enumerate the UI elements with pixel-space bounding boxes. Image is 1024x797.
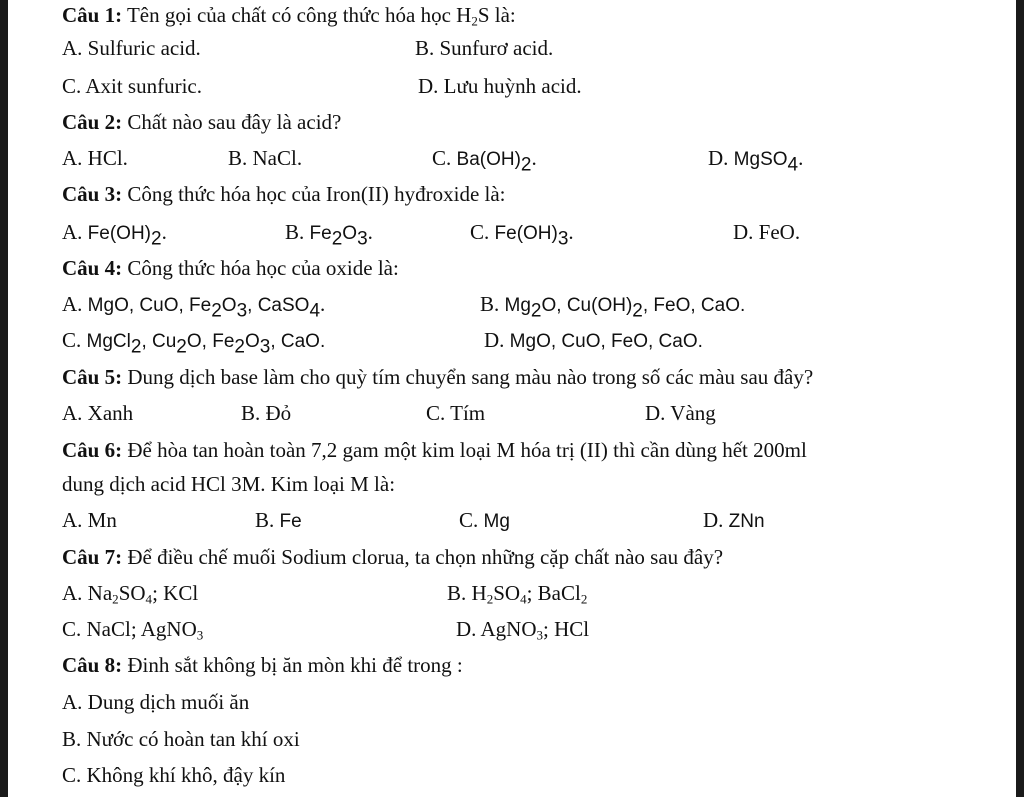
formula-end: . [531, 146, 537, 170]
question-2-label: Câu 2: [62, 110, 123, 134]
formula-part: O [221, 295, 237, 316]
formula-part: MgSO [733, 149, 788, 170]
question-8-label: Câu 8: [62, 653, 123, 677]
q4-option-c [62, 327, 326, 358]
question-5-label: Câu 5: [62, 365, 123, 389]
q3-option-d: D. FeO. [733, 220, 801, 244]
q6-option-b [255, 507, 302, 535]
formula-end: . [367, 220, 373, 244]
question-7 [62, 544, 723, 570]
question-4-text: Công thức hóa học của oxide là: [122, 256, 399, 280]
subscript: 3 [196, 627, 204, 643]
formula-part: ZNn [728, 511, 765, 532]
formula-part: H [471, 581, 487, 605]
question-8-text: Đinh sắt không bị ăn mòn khi để trong : [122, 653, 463, 677]
formula-part: Fe(OH) [87, 223, 151, 244]
formula-part: AgNO [480, 617, 537, 641]
question-1-text-b: S là: [477, 3, 516, 27]
question-6-label: Câu 6: [62, 438, 123, 462]
formula-end: . [161, 220, 167, 244]
option-letter: D. [456, 617, 481, 641]
q2-option-b: B. NaCl. [228, 146, 303, 170]
formula-part: ; BaCl [526, 581, 581, 605]
q7-option-d [456, 616, 589, 642]
formula-part: , FeO, CaO. [642, 295, 746, 316]
subscript: 2 [151, 228, 162, 250]
question-1-text-a: Tên gọi của chất có công thức hóa học H [122, 3, 472, 27]
q3-option-c [470, 219, 574, 250]
formula-part: ; HCl [543, 617, 590, 641]
formula-part: Fe [309, 223, 332, 244]
subscript: 2 [471, 13, 478, 29]
formula-end: . [798, 146, 804, 170]
q7-option-c [62, 616, 203, 642]
subscript: 2 [176, 336, 187, 358]
formula-part: MgO, CuO, Fe [87, 295, 212, 316]
formula-part: MgCl [86, 331, 131, 352]
option-letter: B. [255, 508, 280, 532]
question-5 [62, 364, 813, 390]
formula-part: ; KCl [152, 581, 199, 605]
subscript: 3 [259, 336, 271, 358]
q5-option-a: A. Xanh [62, 401, 134, 425]
formula-part: SO [118, 581, 146, 605]
formula-part: O [342, 223, 358, 244]
subscript: 4 [520, 591, 527, 607]
q5-option-d: D. Vàng [645, 401, 716, 425]
subscript: 2 [520, 154, 532, 176]
q4-option-d [484, 327, 703, 355]
formula-part: Mg [504, 295, 531, 316]
q3-option-b [285, 219, 373, 250]
option-letter: B. [285, 220, 310, 244]
formula-part: O, Cu(OH) [541, 295, 633, 316]
formula-part: Mg [483, 511, 510, 532]
option-letter: A. [62, 220, 88, 244]
question-6 [62, 437, 807, 463]
left-border [0, 0, 8, 797]
question-3-text: Công thức hóa học của Iron(II) hyđroxide là: [122, 182, 506, 206]
subscript: 4 [309, 300, 321, 322]
subscript: 4 [145, 591, 153, 607]
question-3-label: Câu 3: [62, 182, 123, 206]
question-4-label: Câu 4: [62, 256, 123, 280]
subscript: 3 [357, 228, 368, 250]
option-letter: D. [703, 508, 729, 532]
subscript: 3 [557, 228, 569, 250]
subscript: 2 [486, 591, 494, 607]
formula-part: , CaO. [270, 331, 326, 352]
formula-part: MgO, CuO, FeO, CaO. [509, 331, 703, 352]
formula-part: NaCl; AgNO [86, 617, 197, 641]
question-6-text: Để hòa tan hoàn toàn 7,2 gam một kim loại M hóa trị (II) thì cần dùng hết 200ml [122, 438, 807, 462]
formula-part: Ba(OH) [456, 149, 521, 170]
question-2 [62, 109, 341, 135]
q4-option-b [480, 291, 746, 322]
option-letter: C. [62, 328, 87, 352]
question-3 [62, 181, 506, 207]
question-8 [62, 652, 463, 678]
q1-option-d: D. Lưu huỳnh acid. [418, 74, 582, 98]
option-letter: D. [708, 146, 734, 170]
question-6-continuation: dung dịch acid HCl 3M. Kim loại M là: [62, 472, 396, 496]
q2-option-d [708, 145, 804, 176]
formula-part: Na [87, 581, 113, 605]
question-1 [62, 2, 516, 28]
option-letter: C. [432, 146, 457, 170]
subscript: 4 [787, 154, 799, 176]
option-letter: A. [62, 292, 88, 316]
q3-option-a [62, 219, 167, 250]
formula-part: Fe(OH) [494, 223, 558, 244]
subscript: 3 [536, 627, 544, 643]
q1-option-c: C. Axit sunfuric. [62, 74, 202, 98]
formula-end: . [320, 292, 326, 316]
q1-option-a: A. Sulfuric acid. [62, 36, 201, 60]
subscript: 2 [234, 336, 245, 358]
formula-part: , Cu [141, 331, 177, 352]
subscript: 2 [580, 591, 588, 607]
option-letter: D. [484, 328, 510, 352]
option-letter: A. [62, 581, 88, 605]
right-border [1016, 0, 1024, 797]
formula-end: . [568, 220, 574, 244]
option-letter: B. [447, 581, 472, 605]
q6-option-a: A. Mn [62, 508, 117, 532]
question-2-text: Chất nào sau đây là acid? [122, 110, 342, 134]
q7-option-b [447, 580, 587, 606]
q4-option-a [62, 291, 326, 322]
formula-part: SO [493, 581, 521, 605]
question-7-text: Để điều chế muối Sodium clorua, ta chọn những cặp chất nào sau đây? [122, 545, 724, 569]
q8-option-c: C. Không khí khô, đậy kín [62, 763, 286, 787]
option-letter: C. [62, 617, 87, 641]
subscript: 2 [331, 228, 343, 250]
question-5-text: Dung dịch base làm cho quỳ tím chuyển sang màu nào trong số các màu sau đây? [122, 365, 814, 389]
question-1-label: Câu 1: [62, 3, 123, 27]
formula-part: , CaSO [247, 295, 310, 316]
subscript: 2 [211, 300, 222, 322]
formula-part: Fe [279, 511, 302, 532]
q1-option-b: B. Sunfurơ acid. [415, 36, 554, 60]
q8-option-a: A. Dung dịch muối ăn [62, 690, 250, 714]
q8-option-b: B. Nước có hoàn tan khí oxi [62, 727, 300, 751]
formula-part: O [244, 331, 260, 352]
q2-option-a: A. HCl. [62, 146, 128, 170]
q6-option-c [459, 507, 510, 535]
question-4 [62, 255, 399, 281]
subscript: 2 [112, 591, 119, 607]
subscript: 3 [236, 300, 248, 322]
option-letter: B. [480, 292, 505, 316]
q5-option-b: B. Đỏ [241, 401, 292, 425]
formula-part: O, Fe [186, 331, 235, 352]
subscript: 2 [632, 300, 643, 322]
subscript: 2 [530, 300, 542, 322]
q6-option-d [703, 507, 765, 535]
q2-option-c [432, 145, 537, 176]
question-7-label: Câu 7: [62, 545, 123, 569]
q7-option-a [62, 580, 198, 606]
q5-option-c: C. Tím [426, 401, 486, 425]
subscript: 2 [130, 336, 142, 358]
option-letter: C. [470, 220, 495, 244]
option-letter: C. [459, 508, 484, 532]
